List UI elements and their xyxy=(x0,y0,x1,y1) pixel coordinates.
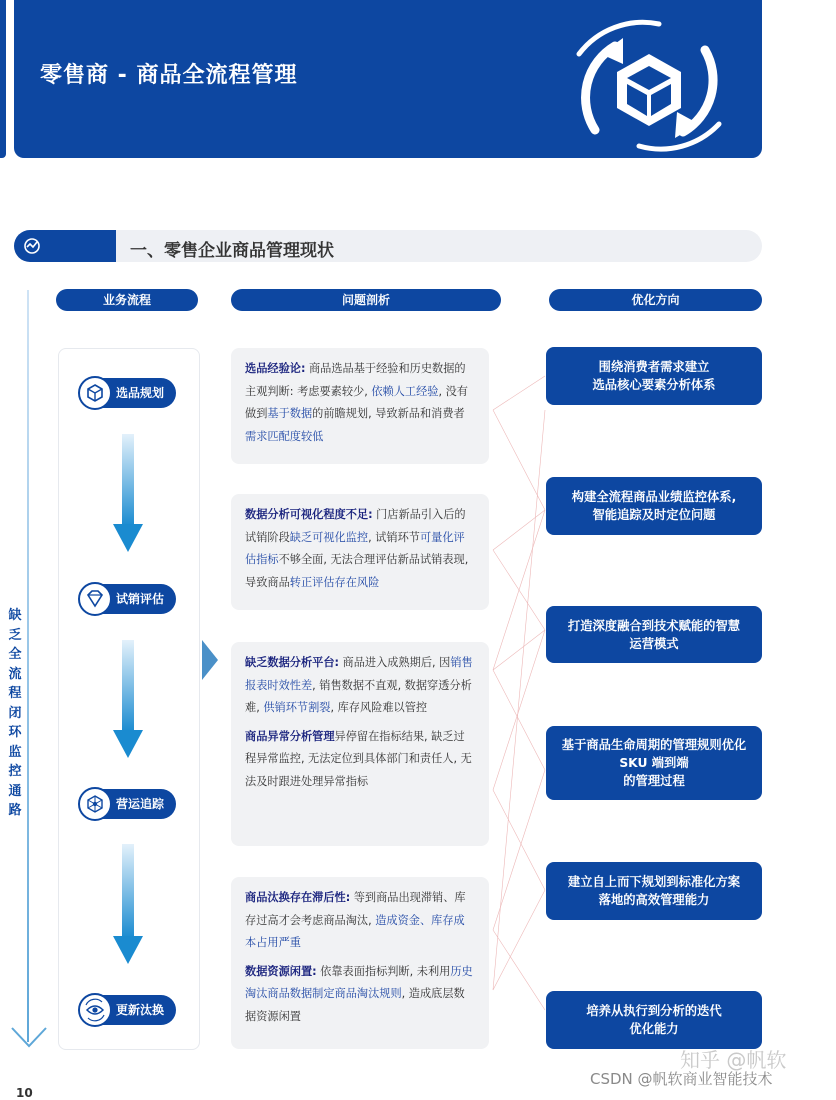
step-operation xyxy=(80,789,176,819)
problem-highlight: 历史淘汰商品数据制定商品淘汰规则 xyxy=(245,964,473,1000)
analytics-icon xyxy=(22,236,42,256)
step-label: 选品规划 xyxy=(116,386,165,400)
problem-highlight: 基于数据 xyxy=(267,407,313,420)
problem-text: 依靠表面指标判断, 未利用 xyxy=(316,964,451,978)
problem-text: 门店新品引入后的试销阶段 xyxy=(245,508,466,544)
problem-paragraph xyxy=(245,726,475,794)
flow-arrow xyxy=(113,844,143,966)
problem-keyword: 商品异常分析管理 xyxy=(245,729,335,743)
problem-highlight: 销售报表时效性差 xyxy=(245,656,473,692)
step-selection xyxy=(80,378,176,408)
header-edge xyxy=(0,0,6,158)
direction-card: 基于商品生命周期的管理规则优化 SKU 端到端 的管理过程 xyxy=(546,726,762,800)
step-replacement xyxy=(80,995,176,1025)
problem-highlight: 需求匹配度较低 xyxy=(245,429,324,443)
problem-text: , 没有做到 xyxy=(245,384,468,420)
problem-highlight: 供销环节割裂 xyxy=(263,701,331,714)
problem-keyword: 商品汰换存在滞后性: xyxy=(245,891,351,904)
section-title: 一、零售企业商品管理现状 xyxy=(130,241,334,261)
section-bar xyxy=(14,230,762,262)
cycle-box-icon xyxy=(559,14,744,154)
flow-arrow xyxy=(113,434,143,554)
problem-text: , 库存风险难以管控 xyxy=(330,701,428,714)
problem-keyword: 缺乏数据分析平台: xyxy=(245,656,339,669)
diamond-icon xyxy=(78,582,112,616)
column-header-directions: 优化方向 xyxy=(549,289,762,311)
problem-card xyxy=(231,642,489,846)
arrow-down-icon xyxy=(10,1026,48,1050)
step-label: 更新汰换 xyxy=(116,1003,165,1017)
problem-highlight: 依赖人工经验 xyxy=(371,384,439,398)
watermark-csdn: CSDN @帆软商业智能技术 xyxy=(590,1070,773,1088)
problem-text: , 销售数据不直观, 数据穿透分析难, xyxy=(245,678,472,714)
section-badge xyxy=(14,230,116,262)
problem-text: , 试销环节 xyxy=(368,530,420,544)
problem-text: 等到商品出现滞销、库存过高才会考虑商品淘汰, xyxy=(245,891,466,927)
direction-card: 构建全流程商品业绩监控体系, 智能追踪及时定位问题 xyxy=(546,477,762,535)
problem-text: 的前瞻规划, 导致新品和消费者 xyxy=(312,407,465,420)
problem-text: 商品进入成熟期后, 因 xyxy=(338,656,451,669)
problem-card xyxy=(231,494,489,610)
watermark-zhihu: 知乎 @帆软 xyxy=(680,1048,787,1072)
problem-paragraph xyxy=(245,358,475,448)
direction-card: 培养从执行到分析的迭代 优化能力 xyxy=(546,991,762,1049)
problem-keyword: 数据资源闲置: xyxy=(245,964,317,978)
problem-paragraph xyxy=(245,504,475,594)
connector-lines xyxy=(489,370,549,1030)
problem-text: 不够全面, 无法合理评估新品试销表现, 导致商品 xyxy=(245,553,469,589)
step-trial xyxy=(80,584,176,614)
problem-text: 异停留在指标结果, 缺乏过程异常监控, 无法定位到具体部门和责任人, 无法及时跟进处理异常指标 xyxy=(245,729,472,788)
direction-card: 围绕消费者需求建立 选品核心要素分析体系 xyxy=(546,347,762,405)
network-icon xyxy=(78,787,112,821)
problem-text: 商品选品基于经验和历史数据的主观判断: 考虑要素较少, xyxy=(245,362,466,398)
eye-cycle-icon xyxy=(78,993,112,1027)
problem-card xyxy=(231,348,489,464)
flow-arrow xyxy=(113,640,143,760)
page-number: 10 xyxy=(16,1086,33,1100)
problem-keyword: 数据分析可视化程度不足: xyxy=(245,508,373,521)
problem-highlight: 可量化评估指标 xyxy=(245,530,465,566)
step-label: 营运追踪 xyxy=(116,797,165,811)
step-label: 试销评估 xyxy=(116,592,165,606)
problem-highlight: 缺乏可视化监控 xyxy=(289,530,369,544)
side-label: 缺乏全流程闭环监控通路 xyxy=(8,608,22,818)
problem-card xyxy=(231,877,489,1049)
column-header-process: 业务流程 xyxy=(56,289,198,311)
problem-text: , 造成底层数据资源闲置 xyxy=(245,987,465,1023)
problem-highlight: 转正评估存在风险 xyxy=(289,575,380,589)
problem-highlight: 造成资金、库存成本占用严重 xyxy=(245,913,465,949)
direction-card: 建立自上而下规划到标准化方案 落地的高效管理能力 xyxy=(546,862,762,920)
column-header-problems: 问题剖析 xyxy=(231,289,501,311)
problem-keyword: 选品经验论: xyxy=(245,362,306,375)
vertical-arrow-line xyxy=(27,290,29,1042)
cube-icon xyxy=(78,376,112,410)
problem-paragraph xyxy=(245,652,475,720)
direction-card: 打造深度融合到技术赋能的智慧 运营模式 xyxy=(546,606,762,663)
chevron-right-icon xyxy=(202,640,220,680)
problem-paragraph xyxy=(245,887,475,955)
problem-paragraph xyxy=(245,961,475,1029)
page-title: 零售商 - 商品全流程管理 xyxy=(40,63,298,88)
